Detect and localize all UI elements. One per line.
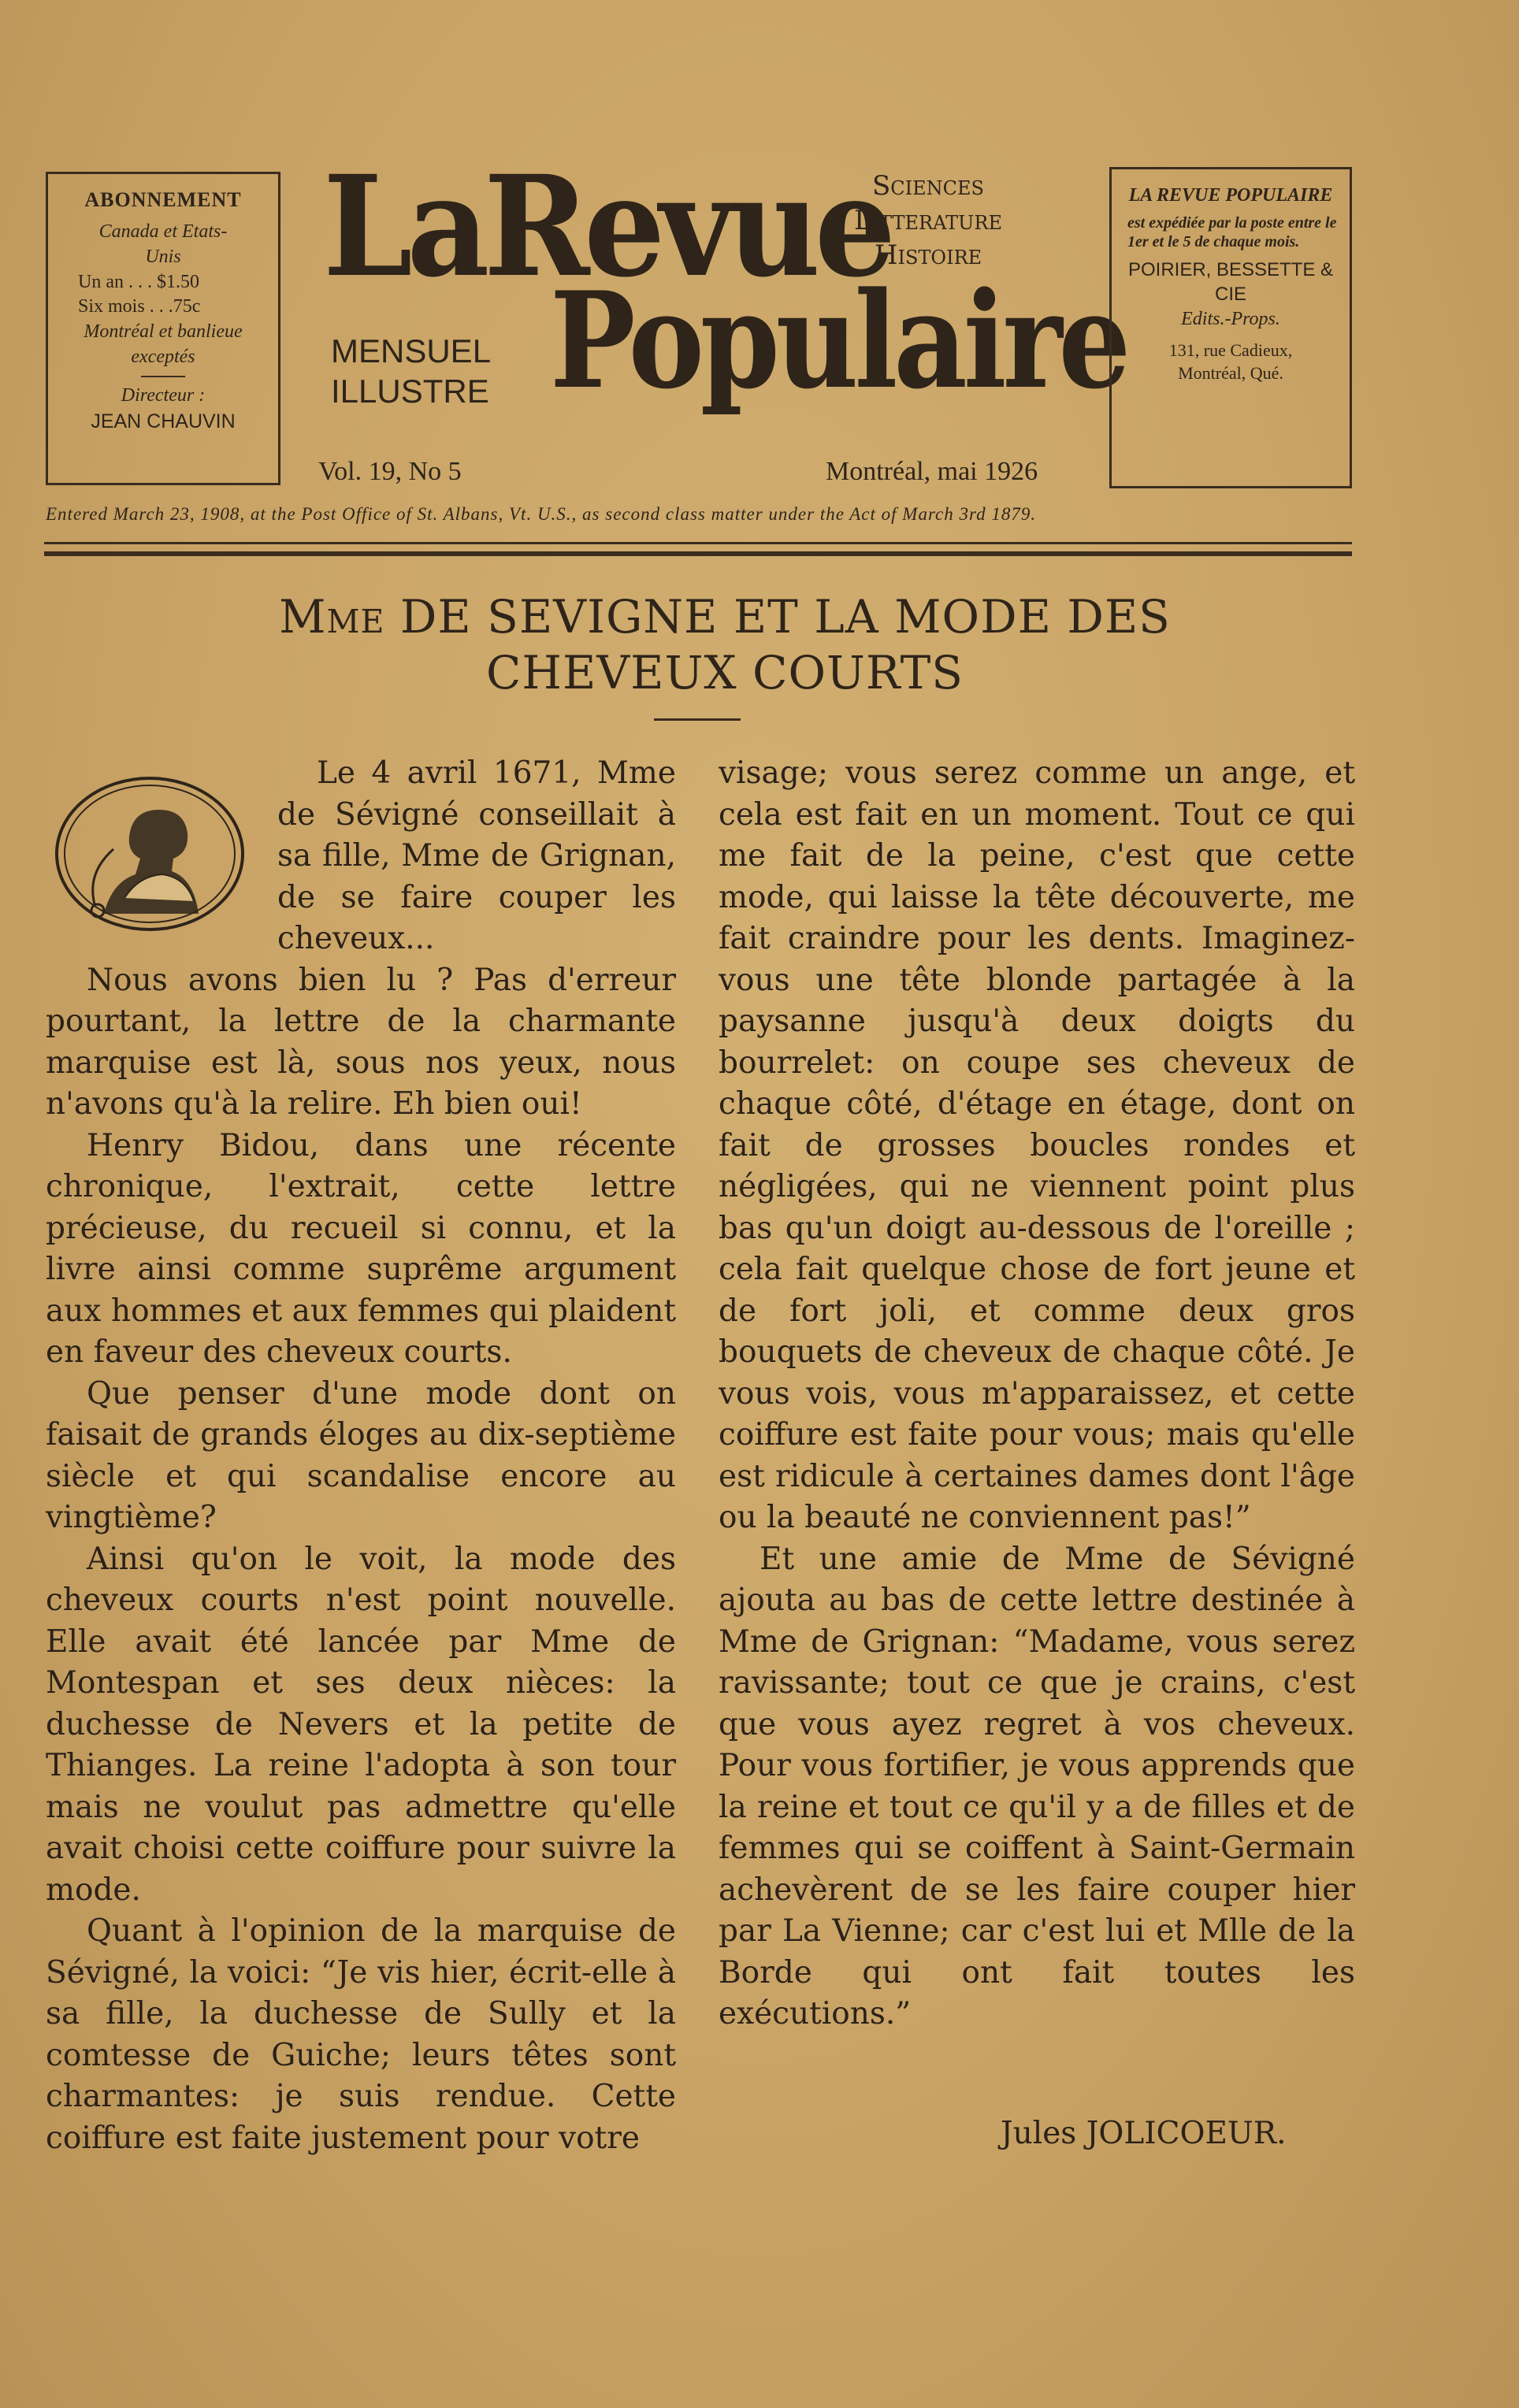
paragraph: Que penser d'une mode dont on faisait de grands éloges au dix-septième siècle et qui scandalise encore au vingtième? xyxy=(46,1375,676,1535)
publisher-note: est expédiée par la poste entre le 1er et le 5 de chaque mois. xyxy=(1127,213,1337,250)
publisher-role: Edits.-Props. xyxy=(1181,309,1280,330)
header-rule-thick xyxy=(44,551,1352,556)
paragraph: Henry Bidou, dans une récente chronique, l'extrait, cette lettre précieuse, du recueil si connu, et la livre ainsi comme suprême argument aux hommes et aux femmes qui plaident en faveur des cheveux courts. xyxy=(46,1127,676,1370)
director-label: Directeur : xyxy=(121,385,206,406)
header-rule-thin xyxy=(44,542,1352,544)
article-column-left xyxy=(46,753,676,2159)
subscription-region: Canada et Etats-Unis xyxy=(98,221,228,267)
paragraph: Quant à l'opinion de la marquise de Sévigné, la voici: “Je vis hier, écrit-elle à sa fille, la duchesse de Sully et la comtesse de Guiche; leurs têtes sont charmantes: je suis rendue. Cette coiffure est faite justement pour votre xyxy=(46,1913,676,2156)
divider xyxy=(141,376,185,377)
title-divider xyxy=(654,718,741,721)
subscription-box xyxy=(46,172,280,485)
publisher-box xyxy=(1109,167,1352,488)
paragraph: Nous avons bien lu ? Pas d'erreur pourtant, la lettre de la charmante marquise est là, sous nos yeux, nous n'avons qu'à la relire. Eh bien oui! xyxy=(46,962,676,1122)
rate-row: Six mois . . .75c xyxy=(78,296,201,317)
paragraph: Et une amie de Mme de Sévigné ajouta au bas de cette lettre destinée à Mme de Grignan: “Madame, vous serez ravissante; tout ce que je crains, c'est que vous ayez regret à vos cheveux. Pour vous fortifier, je vous apprends que la reine et tout ce qu'il y a de filles et de femmes qui se coiffent à Saint-Germain achevèrent de se les faire couper hier par La Vienne; car c'est lui et Mlle de la Borde qui ont fait toutes les exécutions.” xyxy=(719,1541,1355,2031)
postal-entry-notice: Entered March 23, 1908, at the Post Office of St. Albans, Vt. U.S., as second class matter under the Act of March 3rd 1879. xyxy=(46,504,1037,524)
subscription-title: ABONNEMENT xyxy=(84,188,242,211)
paragraph: Le 4 avril 1671, Mme de Sévigné conseillait à sa fille, Mme de Grignan, de se faire couper les cheveux... xyxy=(277,755,676,956)
masthead-subtitle: MENSUEL ILLUSTRE xyxy=(331,332,492,410)
rate-row: Un an . . . $1.50 xyxy=(78,271,199,292)
article-title: Mme DE SEVIGNE ET LA MODE DES CHEVEUX COURTS xyxy=(279,590,1171,699)
paragraph: Ainsi qu'on le voit, la mode des cheveux courts n'est point nouvelle. Elle avait été lancée par Mme de Montespan et ses deux nièces: la duchesse de Nevers et la petite de Thianges. La reine l'adopta à son tour mais ne voulut pas admettre qu'elle avait choisi cette coiffure pour suivre la mode. xyxy=(46,1541,676,1908)
article-author-signature: Jules JOLICOEUR. xyxy=(1001,2116,1287,2151)
publisher-address: 131, rue Cadieux, Montréal, Qué. xyxy=(1168,339,1293,383)
logo-la-revue: LaRevue xyxy=(323,145,890,308)
paragraph: visage; vous serez comme un ange, et cela est fait en un moment. Tout ce qui me fait de la peine, c'est que cette mode, qui laisse la tête découverte, me fait craindre pour les dents. Imaginez-vous une tête blonde partagée à la paysanne jusqu'à deux doigts du bourrelet: on coupe ses cheveux de chaque côté, d'étage en étage, dont on fait de grosses boucles rondes et négligées, qui ne viennent point plus bas qu'un doigt au-dessous de l'oreille ; cela fait quelque chose de fort jeune et de fort joli, et comme deux gros bouquets de cheveux de chaque côté. Je vous vois, vous m'apparaissez, et cette coiffure est faite pour vous; mais qu'elle est ridicule à certaines dames dont l'âge ou la beauté ne conviennent pas!” xyxy=(719,755,1355,1535)
masthead-tagline: Sciences Litterature Histoire xyxy=(854,170,1002,272)
title-prefix: Mme xyxy=(279,590,385,644)
volume-number: Vol. 19, No 5 xyxy=(318,457,462,486)
subscription-rates xyxy=(56,270,270,320)
logo-populaire: Populaire xyxy=(550,262,1127,418)
article-column-right xyxy=(719,753,1355,2035)
subscription-exception: Montréal et banlieue exceptés xyxy=(84,321,243,367)
publisher-names: POIRIER, BESSETTE & CIE xyxy=(1127,258,1334,306)
director-name: JEAN CHAUVIN xyxy=(91,410,236,433)
issue-date: Montréal, mai 1926 xyxy=(826,457,1038,486)
publisher-box-title: LA REVUE POPULAIRE xyxy=(1128,185,1333,206)
